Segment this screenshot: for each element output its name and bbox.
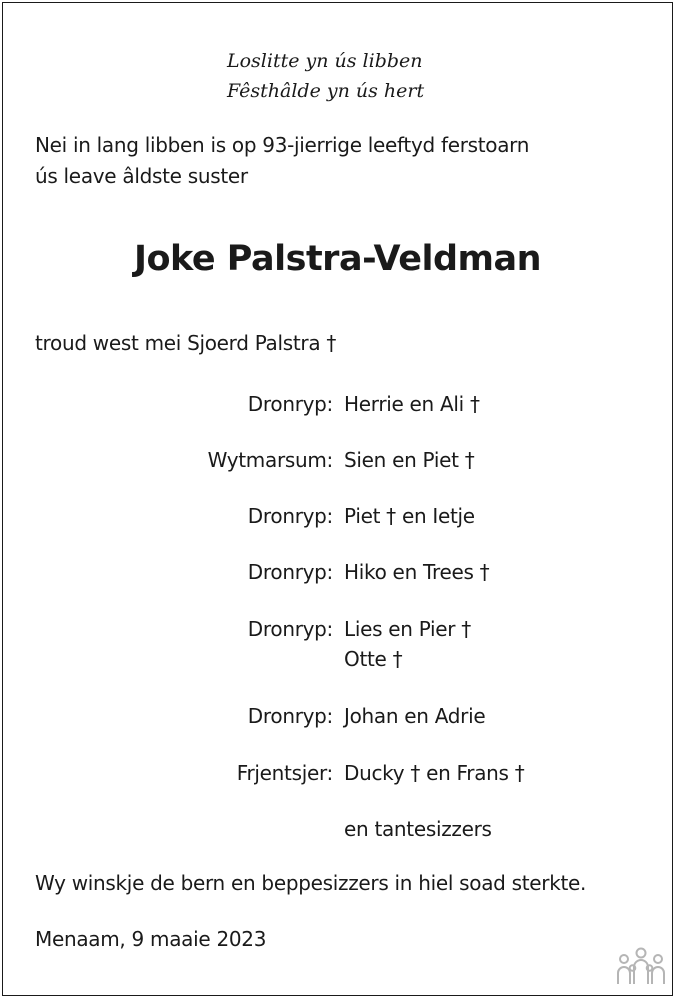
family-names <box>344 389 480 419</box>
family-place: Dronryp: <box>247 704 333 728</box>
family-names <box>344 501 475 531</box>
family-name-line: Piet † en Ietje <box>344 504 475 528</box>
motto <box>227 46 424 106</box>
family-names <box>344 814 492 844</box>
closing-text: Wy winskje de bern en beppesizzers in hiel soad sterkte. <box>35 871 587 895</box>
family-place: Dronryp: <box>247 617 333 641</box>
intro-line-1: Nei in lang libben is op 93-jierrige leeftyd ferstoarn <box>35 133 530 157</box>
family-name-line: Lies en Pier † <box>344 617 471 641</box>
family-name-line: Hiko en Trees † <box>344 560 490 584</box>
people-group-icon <box>616 946 666 988</box>
family-names <box>344 445 474 475</box>
notice-card <box>2 2 673 996</box>
motto-line-1: Loslitte yn ús libben <box>227 50 423 72</box>
family-place: Wytmarsum: <box>207 448 333 472</box>
family-place: Dronryp: <box>247 560 333 584</box>
family-names <box>344 614 471 674</box>
deceased-name: Joke Palstra-Veldman <box>133 239 542 279</box>
family-name-line: Ducky † en Frans † <box>344 761 525 785</box>
motto-line-2: Fêsthâlde yn ús hert <box>227 80 425 102</box>
family-names <box>344 701 485 731</box>
married-line: troud west mei Sjoerd Palstra † <box>35 331 337 355</box>
family-place: Dronryp: <box>247 392 333 416</box>
family-name-line: en tantesizzers <box>344 817 492 841</box>
intro-text <box>35 130 529 192</box>
family-place: Dronryp: <box>247 504 333 528</box>
place-date: Menaam, 9 maaie 2023 <box>35 927 267 951</box>
intro-line-2: ús leave âldste suster <box>35 164 248 188</box>
family-place: Frjentsjer: <box>236 761 333 785</box>
family-name-line: Johan en Adrie <box>344 704 486 728</box>
family-name-line: Sien en Piet † <box>344 448 475 472</box>
family-names <box>344 557 489 587</box>
family-name-line: Otte † <box>344 647 403 671</box>
family-name-line: Herrie en Ali † <box>344 392 480 416</box>
family-names <box>344 758 524 788</box>
